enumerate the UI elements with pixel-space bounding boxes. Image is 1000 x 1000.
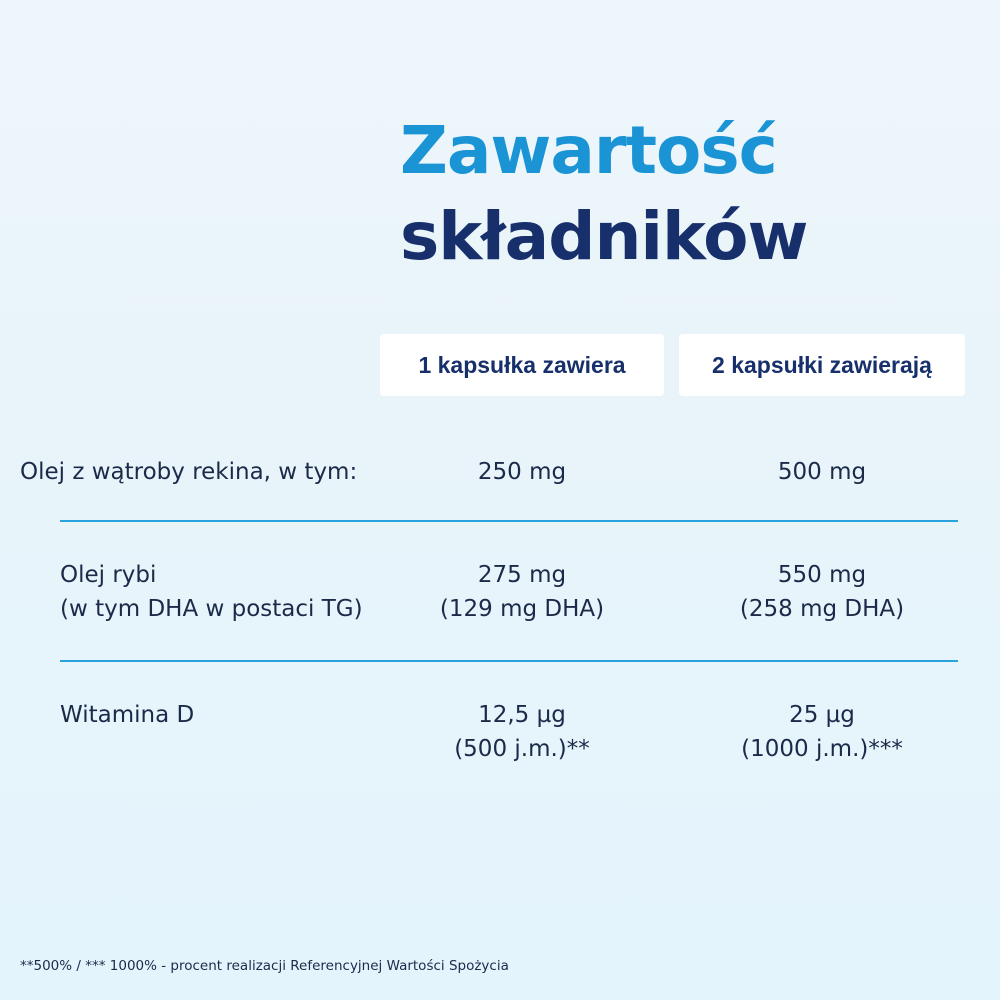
- cell-line: (500 j.m.)**: [454, 736, 590, 762]
- cell-vitamin-d-1-capsule: [380, 698, 664, 766]
- row-label-line: Olej z wątroby rekina, w tym:: [20, 459, 358, 485]
- row-divider: [60, 660, 958, 662]
- cell-line: 25 µg: [789, 702, 855, 728]
- cell-line: 12,5 µg: [478, 702, 566, 728]
- row-label-line: (w tym DHA w postaci TG): [60, 596, 363, 622]
- cell-line: (1000 j.m.)***: [741, 736, 903, 762]
- row-label-line: Witamina D: [60, 702, 195, 728]
- cell-vitamin-d-2-capsules: [679, 698, 965, 766]
- column-header-1-capsule: 1 kapsułka zawiera: [380, 334, 664, 396]
- cell-line: 275 mg: [477, 562, 567, 588]
- cell-line: (129 mg DHA): [439, 596, 605, 622]
- title-line-2: składników: [400, 198, 808, 275]
- page-title: [400, 108, 808, 280]
- column-header-2-capsules: 2 kapsułki zawierają: [679, 334, 965, 396]
- cell-fish-oil-2-capsules: [679, 558, 965, 626]
- row-label-line: Olej rybi: [60, 562, 157, 588]
- row-label-fish-oil: [60, 558, 363, 626]
- row-label-vitamin-d: [60, 698, 194, 732]
- cell-line: (258 mg DHA): [739, 596, 905, 622]
- row-label-shark-liver-oil: [20, 455, 357, 489]
- title-line-1: Zawartość: [400, 112, 777, 189]
- cell-line: 550 mg: [777, 562, 867, 588]
- cell-line: 500 mg: [777, 459, 867, 485]
- cell-line: 250 mg: [477, 459, 567, 485]
- cell-shark-liver-oil-1-capsule: [380, 455, 664, 489]
- cell-shark-liver-oil-2-capsules: [679, 455, 965, 489]
- footnote: **500% / *** 1000% - procent realizacji Referencyjnej Wartości Spożycia: [20, 958, 509, 974]
- cell-fish-oil-1-capsule: [380, 558, 664, 626]
- row-divider: [60, 520, 958, 522]
